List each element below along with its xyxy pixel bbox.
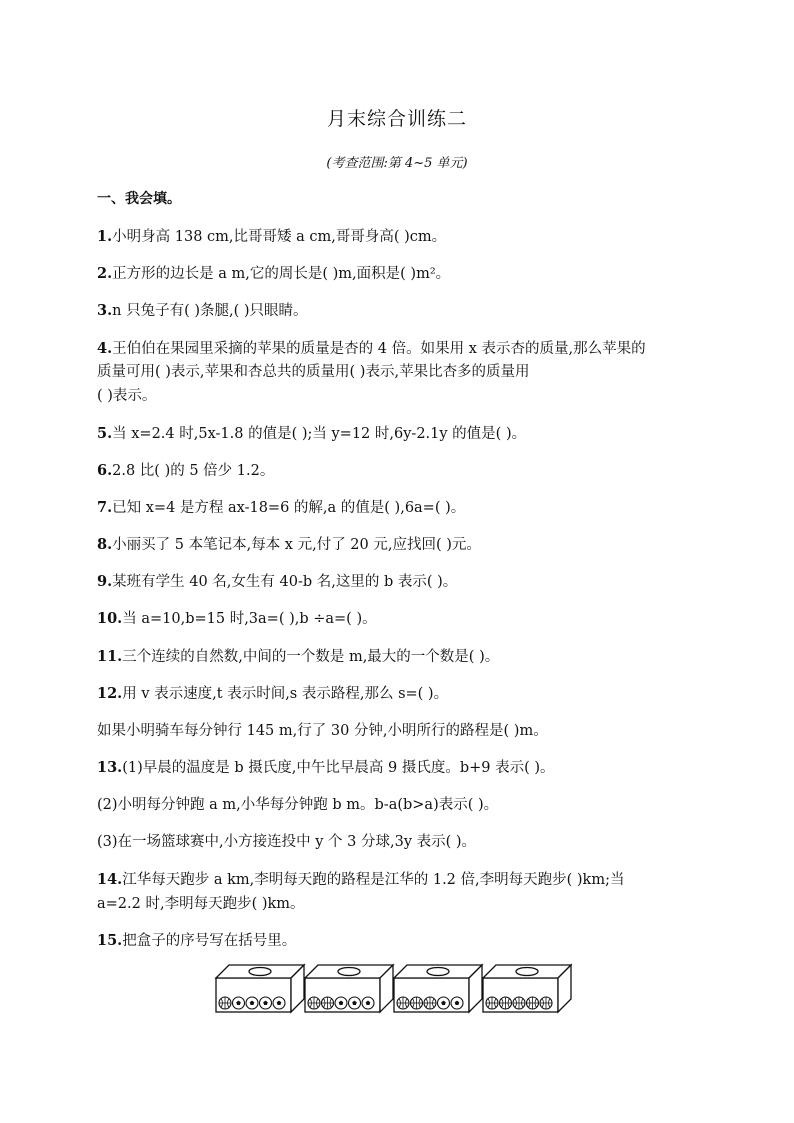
soccer-ball-icon [349, 997, 361, 1009]
question-5 [97, 424, 526, 444]
basketball-icon [527, 997, 539, 1009]
question-text: 小明身高 138 cm,比哥哥矮 a cm,哥哥身高( )cm。 [112, 229, 447, 245]
question-7 [97, 498, 465, 518]
question-number: 7. [97, 499, 113, 516]
soccer-ball-icon [260, 997, 272, 1009]
question-text: n 只兔子有( )条腿,( )只眼睛。 [112, 303, 308, 319]
soccer-ball-icon [438, 997, 450, 1009]
question-9 [97, 572, 457, 592]
question-1 [97, 227, 446, 247]
question-number: 2. [97, 265, 113, 282]
question-text: 把盒子的序号写在括号里。 [122, 933, 297, 949]
ball-box [483, 965, 571, 1012]
question-text: 王伯伯在果园里采摘的苹果的质量是杏的 4 倍。如果用 x 表示杏的质量,那么苹果的 [112, 341, 646, 357]
basketball-icon [308, 997, 320, 1009]
question-text: 已知 x=4 是方程 ax-18=6 的解,a 的值是( ),6a=( )。 [112, 500, 466, 516]
question-14-line-2: a=2.2 时,李明每天跑步( )km。 [97, 896, 305, 912]
question-6 [97, 461, 274, 481]
question-text: 某班有学生 40 名,女生有 40-b 名,这里的 b 表示( )。 [112, 574, 458, 590]
question-12 [97, 684, 448, 704]
question-text: 江华每天跑步 a km,李明每天跑的路程是江华的 1.2 倍,李明每天跑步( )km;当 [122, 872, 625, 888]
question-number: 10. [97, 610, 123, 627]
question-number: 1. [97, 228, 113, 245]
question-number: 13. [97, 759, 123, 776]
question-8 [97, 535, 481, 555]
question-text: 用 v 表示速度,t 表示时间,s 表示路程,那么 s=( )。 [122, 686, 449, 702]
question-4-line-3: ( )表示。 [97, 388, 157, 404]
question-number: 15. [97, 932, 123, 949]
question-4 [97, 339, 646, 359]
question-number: 14. [97, 871, 123, 888]
page-title: 月末综合训练二 [326, 108, 467, 130]
question-text: (1)早晨的温度是 b 摄氏度,中午比早晨高 9 摄氏度。b+9 表示( )。 [122, 760, 555, 776]
question-13-part-2: (2)小明每分钟跑 a m,小华每分钟跑 b m。b-a(b>a)表示( )。 [97, 797, 499, 813]
question-number: 3. [97, 302, 113, 319]
page-subtitle: (考查范围:第 4~5 单元) [326, 156, 468, 171]
question-number: 5. [97, 425, 113, 442]
basketball-icon [219, 997, 231, 1009]
question-3 [97, 301, 308, 321]
question-text: 小丽买了 5 本笔记本,每本 x 元,付了 20 元,应找回( )元。 [112, 537, 481, 553]
basketball-icon [424, 997, 436, 1009]
basketball-icon [411, 997, 423, 1009]
box-hole [249, 968, 271, 976]
question-12-line-2: 如果小明骑车每分钟行 145 m,行了 30 分钟,小明所行的路程是( )m。 [97, 723, 548, 739]
basketball-icon [513, 997, 525, 1009]
box-hole [338, 968, 360, 976]
question-number: 9. [97, 573, 113, 590]
question-4-line-2: 质量可用( )表示,苹果和杏总共的质量用( )表示,苹果比杏多的质量用 [97, 364, 530, 380]
question-2 [97, 264, 450, 284]
section-heading: 一、我会填。 [97, 191, 181, 207]
soccer-ball-icon [246, 997, 258, 1009]
question-11 [97, 647, 499, 667]
box-hole [427, 968, 449, 976]
question-number: 8. [97, 536, 113, 553]
question-number: 6. [97, 462, 113, 479]
ball-box [394, 965, 482, 1012]
question-text: 正方形的边长是 a m,它的周长是( )m,面积是( )m²。 [112, 266, 451, 282]
question-text: 2.8 比( )的 5 倍少 1.2。 [112, 463, 275, 479]
question-number: 11. [97, 648, 123, 665]
question-14 [97, 870, 624, 890]
soccer-ball-icon [362, 997, 374, 1009]
question-text: 当 x=2.4 时,5x-1.8 的值是( );当 y=12 时,6y-2.1y 的值是( )。 [112, 426, 527, 442]
question-text: 三个连续的自然数,中间的一个数是 m,最大的一个数是( )。 [122, 649, 500, 665]
question-text: 当 a=10,b=15 时,3a=( ),b ÷a=( )。 [122, 611, 377, 627]
soccer-ball-icon [335, 997, 347, 1009]
box-hole [516, 968, 538, 976]
ball-box [216, 965, 304, 1012]
ball-boxes-figure [214, 963, 584, 1019]
basketball-icon [500, 997, 512, 1009]
ball-box [305, 965, 393, 1012]
question-15 [97, 931, 296, 951]
question-number: 4. [97, 340, 113, 357]
soccer-ball-icon [273, 997, 285, 1009]
basketball-icon [397, 997, 409, 1009]
question-number: 12. [97, 685, 123, 702]
question-10 [97, 609, 377, 629]
basketball-icon [322, 997, 334, 1009]
question-13 [97, 758, 555, 778]
basketball-icon [540, 997, 552, 1009]
soccer-ball-icon [233, 997, 245, 1009]
question-13-part-3: (3)在一场篮球赛中,小方接连投中 y 个 3 分球,3y 表示( )。 [97, 834, 477, 850]
soccer-ball-icon [451, 997, 463, 1009]
basketball-icon [486, 997, 498, 1009]
